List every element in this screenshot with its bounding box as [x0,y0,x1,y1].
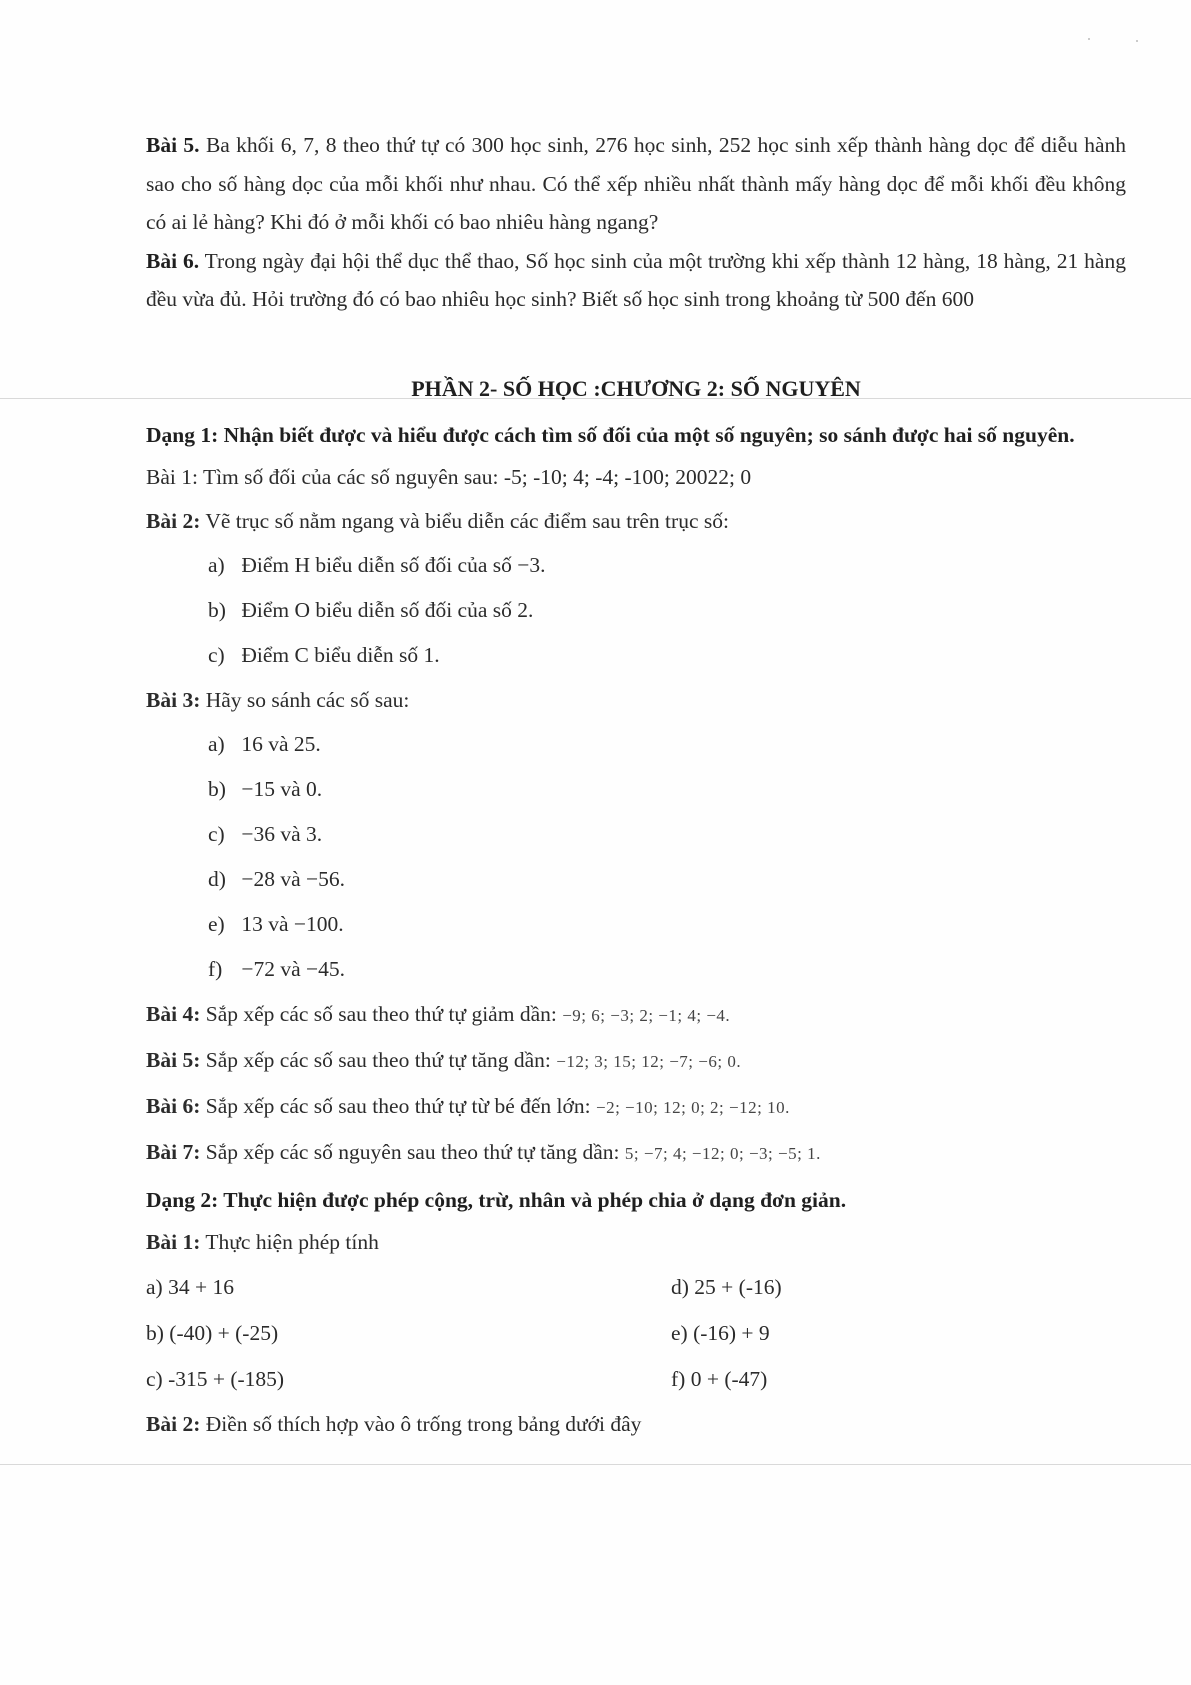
calc-item: f) 0 + (-47) [671,1366,768,1391]
exercise-text: Hãy so sánh các số sau: [205,687,410,712]
item-label: b) [208,597,226,622]
dang-2-title: Dạng 2: Thực hiện được phép cộng, trừ, nhân và phép chia ở dạng đơn giản. [146,1187,847,1212]
exercise-text: Sắp xếp các số sau theo thứ tự tăng dần: [205,1047,551,1072]
calc-item: d) 25 + (-16) [671,1274,782,1299]
item-label: f) [208,956,223,981]
exercise-label: Bài 4: [146,1001,201,1026]
exercise-text: Ba khối 6, 7, 8 theo thứ tự có 300 học sinh, 276 học sinh, 252 học sinh xếp thành hàng dọc để diễu hành sao cho số hàng dọc của mỗi khối như nhau. Có thể xếp nhiều nhất thành mấy hàng dọc để mỗi khối đều không có ai lẻ hàng? Khi đó ở mỗi khối có bao nhiêu hàng ngang? [146,133,1126,235]
exercise-text: Sắp xếp các số sau theo thứ tự giảm dần: [205,1001,557,1026]
item-label: d) [208,866,226,891]
dang1-bai7 [146,1130,1126,1176]
section-title: PHẦN 2- SỐ HỌC :CHƯƠNG 2: SỐ NGUYÊN [411,375,861,401]
exercise-text: Sắp xếp các số sau theo thứ tự từ bé đến lớn: [205,1093,591,1118]
dang1-bai6 [146,1084,1126,1130]
exercise-text: Thực hiện phép tính [205,1229,379,1254]
dang1-bai2 [146,499,1126,543]
list-item [146,722,1126,767]
dang1-bai4 [146,992,1126,1038]
exercise-text: Trong ngày đại hội thể dục thể thao, Số học sinh của một trường khi xếp thành 12 hàng, 18 hàng, 21 hàng đều vừa đủ. Hỏi trường đó có bao nhiêu học sinh? Biết số học sinh trong khoảng từ 500 đến 600 [146,248,1126,312]
item-label: b) [208,776,226,801]
item-text: 13 và −100. [241,911,344,936]
item-text: −72 và −45. [241,956,346,981]
calc-item: e) (-16) + 9 [671,1320,770,1345]
scan-line [0,1464,1191,1465]
dang1-bai5 [146,1038,1126,1084]
number-list: −2; −10; 12; 0; 2; −12; 10. [595,1097,790,1117]
item-label: c) [208,642,225,667]
dang1-bai3 [146,678,1126,722]
calc-row [146,1356,1126,1402]
exercise-label: Bài 2: [146,1411,201,1436]
item-text: −28 và −56. [241,866,346,891]
dang1-bai1: Bài 1: Tìm số đối của các số nguyên sau: -5; -10; 4; -4; -100; 20022; 0 [146,464,752,489]
number-list: −9; 6; −3; 2; −1; 4; −4. [562,1005,731,1025]
scan-speck [1088,38,1090,40]
calc-item: b) (-40) + (-25) [146,1320,279,1345]
calc-item: a) 34 + 16 [146,1274,234,1299]
list-item [146,902,1126,947]
number-list: 5; −7; 4; −12; 0; −3; −5; 1. [624,1143,821,1163]
calc-row [146,1310,1126,1356]
exercise-6-top [146,242,1126,319]
exercise-label: Bài 6: [146,1093,201,1118]
exercise-label: Bài 2: [146,508,201,533]
number-list: −12; 3; 15; 12; −7; −6; 0. [556,1051,742,1071]
exercise-5-top [146,126,1126,242]
item-label: a) [208,731,225,756]
list-item [146,633,1126,678]
dang2-bai1 [146,1220,1126,1264]
exercise-text: Điền số thích hợp vào ô trống trong bảng dưới đây [205,1411,642,1436]
list-item [146,947,1126,992]
exercise-label: Bài 5. [146,133,200,157]
exercise-label: Bài 3: [146,687,201,712]
list-item [146,767,1126,812]
exercise-label: Bài 6. [146,248,200,273]
exercise-label: Bài 1: [146,1229,201,1254]
item-label: a) [208,552,225,577]
exercise-text: Sắp xếp các số nguyên sau theo thứ tự tăng dần: [205,1139,620,1164]
item-text: Điểm C biểu diễn số 1. [241,642,440,667]
item-text: Điểm H biểu diễn số đối của số −3. [241,552,546,577]
item-text: −15 và 0. [241,776,323,801]
calc-item: c) -315 + (-185) [146,1366,285,1391]
list-item [146,543,1126,588]
list-item [146,812,1126,857]
list-item [146,857,1126,902]
dang-1-title: Dạng 1: Nhận biết được và hiểu được cách tìm số đối của một số nguyên; so sánh được hai số nguyên. [146,422,1075,447]
dang2-bai2 [146,1402,1126,1446]
item-text: Điểm O biểu diễn số đối của số 2. [241,597,534,622]
exercise-label: Bài 5: [146,1047,201,1072]
item-text: −36 và 3. [241,821,323,846]
list-item [146,588,1126,633]
scan-speck [1136,40,1138,42]
item-label: e) [208,911,225,936]
calc-row [146,1264,1126,1310]
item-text: 16 và 25. [241,731,321,756]
document-content [146,126,1126,1446]
exercise-label: Bài 7: [146,1139,201,1164]
exercise-text: Vẽ trục số nằm ngang và biểu diễn các điểm sau trên trục số: [205,508,729,533]
item-label: c) [208,821,225,846]
